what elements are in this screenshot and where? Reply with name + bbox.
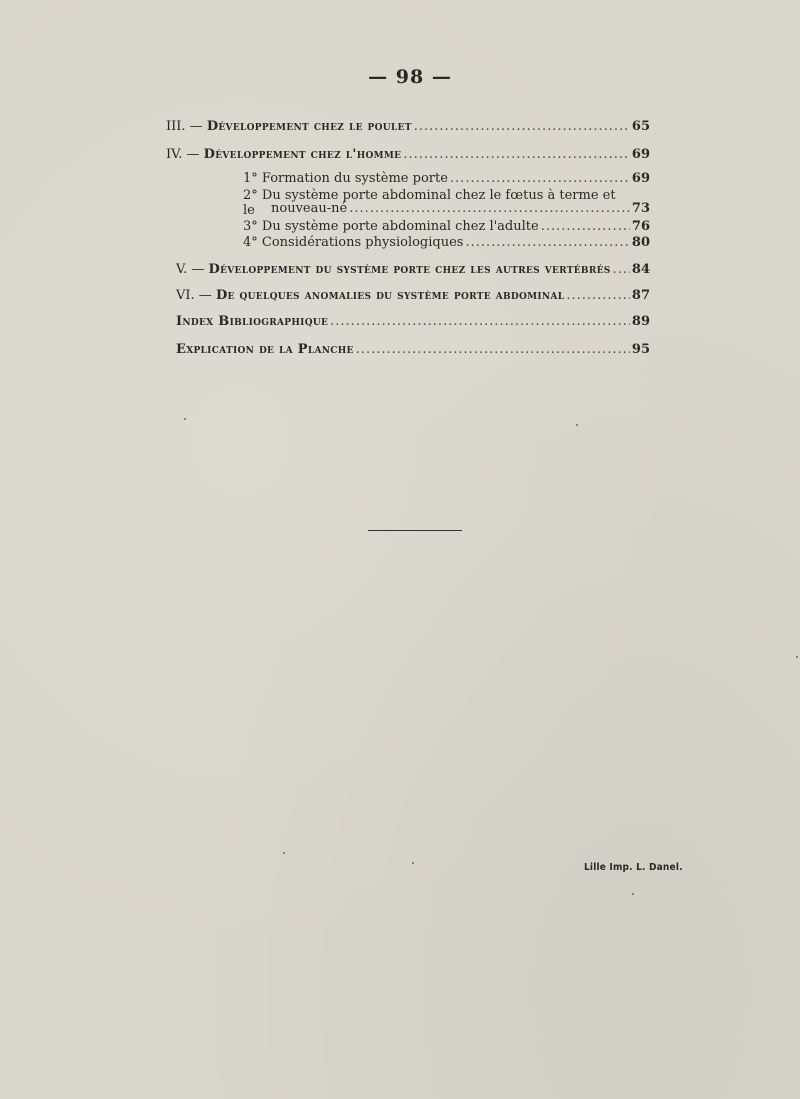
- leader-dots: [566, 288, 630, 304]
- section-title: Développement chez l'homme: [203, 147, 402, 162]
- subsection-title: 1° Formation du système porte: [243, 171, 448, 186]
- leader-dots: [403, 147, 630, 163]
- printer-imprint: Lille Imp. L. Danel.: [584, 862, 683, 873]
- paper-speck: [412, 862, 414, 864]
- toc-entry-index: [176, 314, 650, 330]
- toc-entry-subsection-3: [243, 219, 650, 235]
- entry-title: Index Bibliographique: [176, 314, 329, 329]
- page-ref: 84: [631, 262, 650, 277]
- subsection-title: 4° Considérations physiologiques: [243, 235, 464, 250]
- toc-entry-section-3: [166, 119, 650, 135]
- leader-dots: [613, 262, 630, 278]
- page-number: — 98 —: [368, 66, 452, 88]
- section-title: De quelques anomalies du système porte abdominal: [215, 288, 565, 303]
- section-number: III. —: [166, 119, 203, 134]
- paper-speck: [184, 418, 186, 420]
- entry-title: Explication de la Planche: [176, 342, 354, 357]
- leader-dots: [330, 314, 630, 330]
- paper-speck: [632, 893, 634, 895]
- page-ref: 69: [631, 171, 650, 186]
- section-number: IV. —: [166, 147, 200, 162]
- subsection-title-continued: nouveau-né: [271, 201, 348, 216]
- horizontal-rule: [368, 530, 462, 531]
- toc-entry-subsection-2: [271, 201, 650, 217]
- leader-dots: [465, 235, 629, 251]
- toc-entry-section-6: [176, 288, 650, 304]
- leader-dots: [356, 342, 630, 358]
- leader-dots: [541, 219, 630, 235]
- toc-entry-plate: [176, 342, 650, 358]
- paper-speck: [576, 424, 578, 426]
- page-ref: 69: [631, 147, 650, 162]
- leader-dots: [349, 201, 630, 217]
- page-ref: 87: [631, 288, 650, 303]
- page-ref: 80: [631, 235, 650, 250]
- section-title: Développement du système porte chez les autres vertébrés: [208, 262, 611, 277]
- toc-entry-subsection-4: [243, 235, 650, 251]
- section-title: Développement chez le poulet: [206, 119, 412, 134]
- section-number: VI. —: [176, 288, 212, 303]
- subsection-title: 3° Du système porte abdominal chez l'adulte: [243, 219, 539, 234]
- toc-entry-subsection-2-line-1: 2° Du système porte abdominal chez le fœtus à terme et le: [243, 188, 616, 218]
- page-ref: 89: [631, 314, 650, 329]
- page-ref: 76: [631, 219, 650, 234]
- leader-dots: [450, 171, 630, 187]
- paper-speck: [283, 852, 285, 854]
- paper-speck: [796, 656, 798, 658]
- section-number: V. —: [176, 262, 205, 277]
- toc-entry-section-5: [176, 262, 650, 278]
- page-ref: 65: [631, 119, 650, 134]
- leader-dots: [414, 119, 630, 135]
- toc-entry-subsection-1: [243, 171, 650, 187]
- page-ref: 95: [631, 342, 650, 357]
- page-ref: 73: [631, 201, 650, 216]
- toc-entry-section-4: [166, 147, 650, 163]
